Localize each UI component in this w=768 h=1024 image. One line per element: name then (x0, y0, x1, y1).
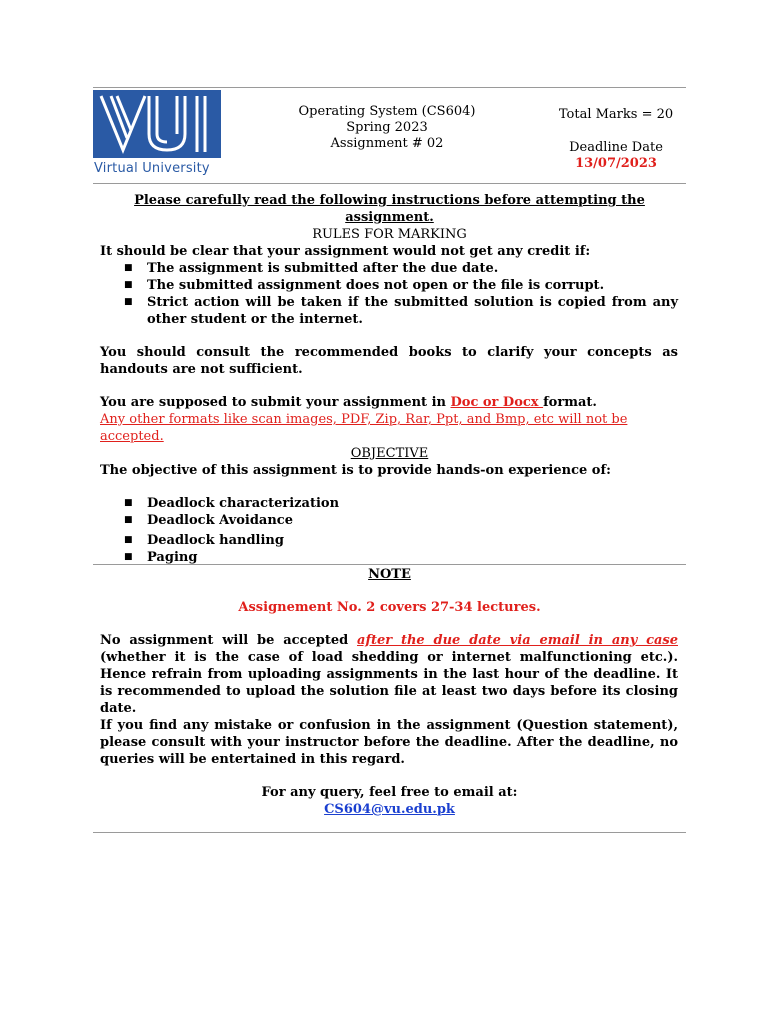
bullet-icon: ■ (124, 263, 133, 273)
bullet-icon: ■ (124, 515, 133, 525)
format-highlight: Doc or Docx (450, 395, 544, 410)
deadline-label: Deadline Date (569, 140, 663, 155)
list-item: ■ Strict action will be taken if the submitted solution is copied from any other student or the internet. (124, 295, 678, 327)
list-item: ■ The assignment is submitted after the due date. (124, 261, 499, 276)
consult-text: You should consult the recommended books to clarify your concepts as handouts are not sufficient. (100, 345, 678, 377)
bullet-icon: ■ (124, 535, 133, 545)
assignment-number: Assignment # 02 (330, 136, 444, 151)
list-item: ■ Deadlock handling (124, 533, 284, 548)
bottom-rule (93, 832, 686, 833)
late-highlight: after the due date via email in any case (357, 633, 678, 648)
logo-subtitle: Virtual University (94, 161, 210, 176)
bullet-icon: ■ (124, 297, 133, 307)
logo-mark (93, 90, 221, 158)
top-rule (93, 87, 686, 88)
late-policy: No assignment will be accepted after the due date via email in any case (whether it is the case of load shedding or internet malfunctioning etc.). Hence refrain from uploading assignments in the last hour of the deadline. It is recommended to upload the solution file at least two days before its closing date. (100, 633, 678, 716)
bullet-icon: ■ (124, 552, 133, 562)
lectures-note: Assignement No. 2 covers 27-34 lectures. (238, 600, 541, 615)
deadline-date: 13/07/2023 (575, 156, 657, 171)
format-text: You are supposed to submit your assignment in Doc or Docx format. (100, 395, 597, 410)
objective-rule (93, 564, 686, 565)
objective-intro: The objective of this assignment is to provide hands-on experience of: (100, 463, 611, 478)
rules-list (100, 260, 678, 328)
rules-intro: It should be clear that your assignment would not get any credit if: (100, 244, 591, 259)
instructions-heading: Please carefully read the following instructions before attempting the assignment. (134, 193, 645, 225)
course-title: Operating System (CS604) (298, 104, 476, 119)
total-marks: Total Marks = 20 (558, 107, 674, 122)
list-item: ■ The submitted assignment does not open or the file is corrupt. (124, 278, 605, 293)
objective-list (100, 495, 678, 566)
email-link[interactable]: CS604@vu.edu.pk (324, 802, 455, 817)
list-item: ■ Deadlock characterization (124, 496, 340, 511)
objective-heading: OBJECTIVE (350, 446, 429, 461)
format-warning: Any other formats like scan images, PDF, Zip, Rar, Ppt, and Bmp, etc will not be accepted. (100, 412, 628, 444)
mistake-note: If you find any mistake or confusion in the assignment (Question statement), please consult with your instructor before the deadline. After the deadline, no queries will be entertained in this regard. (100, 718, 678, 767)
vu-logo (93, 90, 223, 176)
bullet-icon: ■ (124, 498, 133, 508)
header-rule (93, 183, 686, 184)
bullet-icon: ■ (124, 280, 133, 290)
semester: Spring 2023 (346, 120, 428, 135)
vu-monogram-icon (93, 90, 221, 158)
list-item: ■ Paging (124, 550, 198, 565)
note-heading: NOTE (368, 567, 411, 582)
rules-heading: RULES FOR MARKING (312, 227, 467, 242)
query-text: For any query, feel free to email at: (261, 785, 518, 800)
list-item: ■ Deadlock Avoidance (124, 513, 293, 528)
